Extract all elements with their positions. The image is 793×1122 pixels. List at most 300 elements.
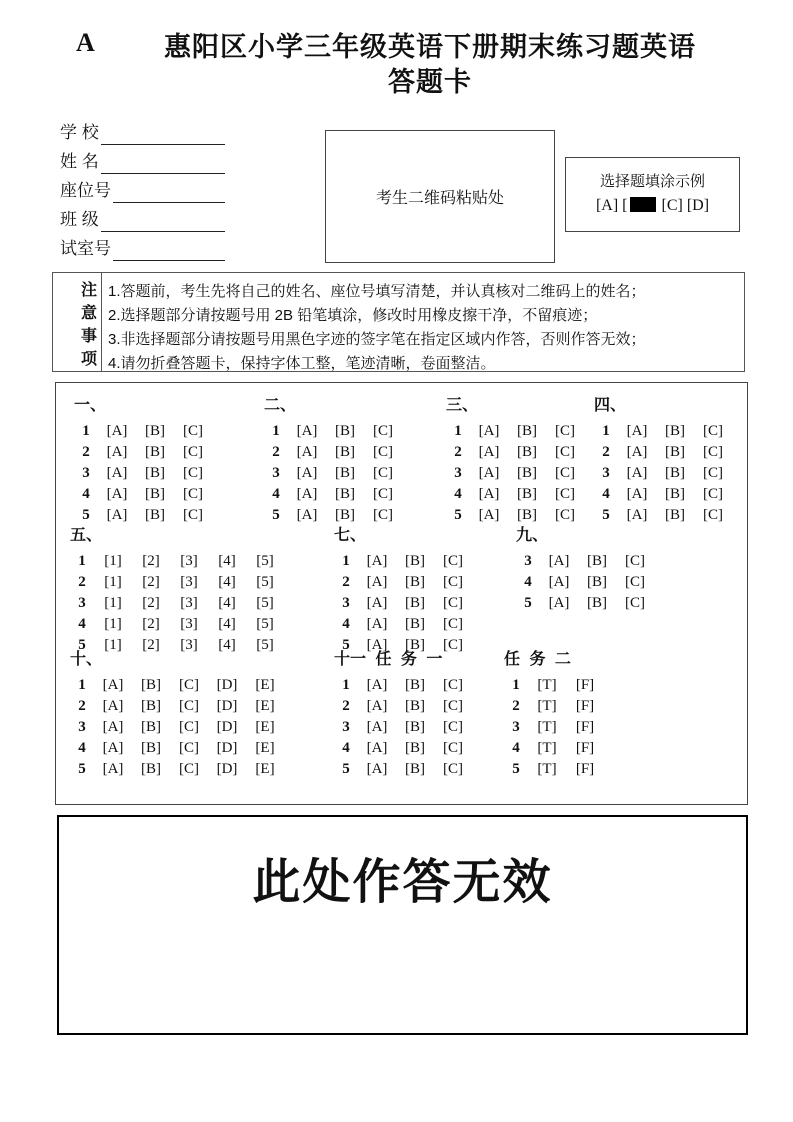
option-bubble-C[interactable]: [C] bbox=[555, 444, 575, 460]
option-bubble-F[interactable]: [F] bbox=[575, 761, 595, 777]
section-header: 二、 bbox=[264, 397, 297, 414]
option-bubble-C[interactable]: [C] bbox=[443, 574, 463, 590]
question-number: 5 bbox=[82, 507, 90, 523]
option-bubble-E[interactable]: [E] bbox=[255, 677, 275, 693]
answer-row bbox=[334, 738, 472, 759]
option-bubble-A[interactable]: [A] bbox=[296, 507, 318, 523]
question-number: 2 bbox=[342, 574, 350, 590]
option-bubble-D[interactable]: [D] bbox=[216, 698, 238, 714]
answer-row bbox=[504, 696, 604, 717]
option-bubble-A[interactable]: [A] bbox=[102, 698, 124, 714]
answer-row bbox=[74, 463, 212, 484]
option-bubble-D[interactable]: [D] bbox=[216, 719, 238, 735]
class-field-line[interactable] bbox=[101, 210, 225, 232]
option-bubble-B[interactable]: [B] bbox=[335, 465, 355, 481]
answer-row bbox=[594, 442, 732, 463]
option-bubble-1[interactable]: [1] bbox=[104, 616, 122, 632]
option-bubble-C[interactable]: [C] bbox=[443, 677, 463, 693]
section-header: 五、 bbox=[70, 527, 103, 544]
question-number: 5 bbox=[602, 507, 610, 523]
invalid-answer-text: 此处作答无效 bbox=[252, 856, 553, 909]
option-bubble-4[interactable]: [4] bbox=[218, 574, 236, 590]
option-bubble-3[interactable]: [3] bbox=[180, 553, 198, 569]
option-bubble-A[interactable]: [A] bbox=[626, 486, 648, 502]
section-header: 九、 bbox=[516, 527, 549, 544]
name-field bbox=[60, 145, 225, 174]
option-bubble-A[interactable]: [A] bbox=[366, 553, 388, 569]
answer-row bbox=[264, 484, 402, 505]
option-bubble-C[interactable]: [C] bbox=[179, 740, 199, 756]
option-bubble-C[interactable]: [C] bbox=[703, 507, 723, 523]
option-bubble-B[interactable]: [B] bbox=[665, 465, 685, 481]
page-title-line2: 答题卡 bbox=[388, 67, 472, 97]
exam-room-field-label: 试室号 bbox=[60, 239, 111, 258]
answer-grid bbox=[55, 382, 748, 805]
option-bubble-D[interactable]: [D] bbox=[216, 677, 238, 693]
option-bubble-A[interactable]: [A] bbox=[626, 507, 648, 523]
option-bubble-A[interactable]: [A] bbox=[296, 444, 318, 460]
option-bubble-T[interactable]: [T] bbox=[537, 761, 557, 777]
question-number: 2 bbox=[454, 444, 462, 460]
answer-row bbox=[334, 675, 472, 696]
option-bubble-B[interactable]: [B] bbox=[405, 574, 425, 590]
option-bubble-2[interactable]: [2] bbox=[142, 574, 160, 590]
option-bubble-C[interactable]: [C] bbox=[183, 465, 203, 481]
option-bubble-F[interactable]: [F] bbox=[575, 677, 595, 693]
invalid-answer-area bbox=[57, 815, 748, 1035]
option-bubble-C[interactable]: [C] bbox=[625, 553, 645, 569]
page-title bbox=[140, 30, 720, 100]
question-number: 2 bbox=[512, 698, 520, 714]
option-bubble-C[interactable]: [C] bbox=[179, 698, 199, 714]
option-bubble-D[interactable]: [D] bbox=[216, 740, 238, 756]
option-bubble-A[interactable]: [A] bbox=[366, 719, 388, 735]
question-number: 5 bbox=[512, 761, 520, 777]
question-number: 1 bbox=[342, 677, 350, 693]
answer-row bbox=[70, 738, 284, 759]
answer-section-7 bbox=[334, 525, 472, 656]
question-number: 4 bbox=[342, 740, 350, 756]
option-bubble-C[interactable]: [C] bbox=[443, 740, 463, 756]
option-bubble-A[interactable]: [A] bbox=[548, 595, 570, 611]
question-number: 3 bbox=[272, 465, 280, 481]
option-bubble-A[interactable]: [A] bbox=[296, 423, 318, 439]
question-number: 5 bbox=[78, 637, 86, 653]
option-bubble-3[interactable]: [3] bbox=[180, 574, 198, 590]
option-bubble-C[interactable]: [C] bbox=[179, 761, 199, 777]
option-bubble-5[interactable]: [5] bbox=[256, 553, 274, 569]
option-bubble-C[interactable]: [C] bbox=[179, 719, 199, 735]
option-bubble-C[interactable]: [C] bbox=[179, 677, 199, 693]
answer-row bbox=[70, 717, 284, 738]
question-number: 3 bbox=[342, 719, 350, 735]
option-bubble-4[interactable]: [4] bbox=[218, 553, 236, 569]
option-bubble-B[interactable]: [B] bbox=[141, 698, 161, 714]
question-number: 3 bbox=[78, 595, 86, 611]
answer-row bbox=[264, 463, 402, 484]
option-bubble-2[interactable]: [2] bbox=[142, 553, 160, 569]
option-bubble-B[interactable]: [B] bbox=[405, 740, 425, 756]
answer-row bbox=[516, 593, 654, 614]
option-bubble-B[interactable]: [B] bbox=[335, 507, 355, 523]
answer-row bbox=[70, 551, 284, 572]
question-number: 5 bbox=[78, 761, 86, 777]
option-bubble-A[interactable]: [A] bbox=[626, 423, 648, 439]
option-bubble-A[interactable]: [A] bbox=[366, 761, 388, 777]
option-bubble-B[interactable]: [B] bbox=[335, 423, 355, 439]
option-bubble-B[interactable]: [B] bbox=[517, 423, 537, 439]
answer-row bbox=[446, 421, 584, 442]
page-title-line1: 惠阳区小学三年级英语下册期末练习题英语 bbox=[164, 32, 696, 62]
question-number: 4 bbox=[82, 486, 90, 502]
option-bubble-A[interactable]: [A] bbox=[366, 698, 388, 714]
option-bubble-A[interactable]: [A] bbox=[106, 486, 128, 502]
qr-code-paste-label: 考生二维码粘贴处 bbox=[375, 190, 504, 207]
answer-section-2 bbox=[264, 395, 402, 526]
option-bubble-C[interactable]: [C] bbox=[555, 423, 575, 439]
option-bubble-2[interactable]: [2] bbox=[142, 595, 160, 611]
answer-row bbox=[446, 442, 584, 463]
option-bubble-A[interactable]: [A] bbox=[366, 740, 388, 756]
option-bubble-B[interactable]: [B] bbox=[587, 595, 607, 611]
option-bubble-B[interactable]: [B] bbox=[405, 595, 425, 611]
option-bubble-A[interactable]: [A] bbox=[478, 486, 500, 502]
school-field-label: 学 校 bbox=[60, 123, 99, 142]
question-number: 1 bbox=[82, 423, 90, 439]
option-bubble-A[interactable]: [A] bbox=[366, 616, 388, 632]
seat-number-field-line[interactable] bbox=[113, 181, 225, 203]
option-bubble-A[interactable]: [A] bbox=[478, 444, 500, 460]
notice-item-1: 1.答题前，考生先将自己的姓名、座位号填写清楚，并认真核对二维码上的姓名； bbox=[108, 283, 646, 300]
option-bubble-B[interactable]: [B] bbox=[145, 486, 165, 502]
option-bubble-A[interactable]: [A] bbox=[366, 595, 388, 611]
option-bubble-C[interactable]: [C] bbox=[373, 423, 393, 439]
question-number: 2 bbox=[82, 444, 90, 460]
answer-row bbox=[594, 421, 732, 442]
notice-items bbox=[102, 273, 744, 371]
option-bubble-A[interactable]: [A] bbox=[626, 465, 648, 481]
school-field-line[interactable] bbox=[101, 123, 225, 145]
answer-row bbox=[504, 738, 604, 759]
question-number: 4 bbox=[78, 740, 86, 756]
fill-example-options bbox=[566, 197, 739, 215]
answer-row bbox=[446, 484, 584, 505]
answer-row bbox=[594, 505, 732, 526]
answer-section-11 bbox=[334, 649, 472, 780]
option-bubble-A[interactable]: [A] bbox=[366, 637, 388, 653]
option-bubble-1[interactable]: [1] bbox=[104, 595, 122, 611]
option-bubble-B[interactable]: [B] bbox=[145, 465, 165, 481]
question-number: 1 bbox=[454, 423, 462, 439]
section-header: 七、 bbox=[334, 527, 367, 544]
option-bubble-B[interactable]: [B] bbox=[405, 637, 425, 653]
option-bubble-F[interactable]: [F] bbox=[575, 719, 595, 735]
option-bubble-5[interactable]: [5] bbox=[256, 637, 274, 653]
option-bubble-F[interactable]: [F] bbox=[575, 698, 595, 714]
option-bubble-A[interactable]: [A] bbox=[106, 465, 128, 481]
question-number: 3 bbox=[454, 465, 462, 481]
section-header: 四、 bbox=[594, 397, 627, 414]
question-number: 5 bbox=[342, 761, 350, 777]
option-bubble-C[interactable]: [C] bbox=[373, 465, 393, 481]
option-bubble-C[interactable]: [C] bbox=[443, 637, 463, 653]
question-number: 4 bbox=[454, 486, 462, 502]
option-bubble-B[interactable]: [B] bbox=[665, 507, 685, 523]
option-bubble-B[interactable]: [B] bbox=[405, 677, 425, 693]
option-bubble-D[interactable]: [D] bbox=[216, 761, 238, 777]
question-number: 5 bbox=[524, 595, 532, 611]
section-header: 十、 bbox=[70, 651, 103, 668]
option-bubble-B[interactable]: [B] bbox=[517, 507, 537, 523]
school-field bbox=[60, 116, 225, 145]
option-bubble-A[interactable]: [A] bbox=[106, 507, 128, 523]
question-number: 1 bbox=[342, 553, 350, 569]
option-bubble-E[interactable]: [E] bbox=[255, 719, 275, 735]
option-bubble-B[interactable]: [B] bbox=[145, 444, 165, 460]
answer-row bbox=[504, 675, 604, 696]
question-number: 1 bbox=[272, 423, 280, 439]
option-bubble-C[interactable]: [C] bbox=[373, 444, 393, 460]
question-number: 3 bbox=[342, 595, 350, 611]
answer-row bbox=[446, 505, 584, 526]
option-bubble-3[interactable]: [3] bbox=[180, 595, 198, 611]
option-bubble-C[interactable]: [C] bbox=[555, 486, 575, 502]
option-bubble-A[interactable]: [A] bbox=[102, 761, 124, 777]
option-bubble-C[interactable]: [C] bbox=[443, 616, 463, 632]
answer-row bbox=[70, 593, 284, 614]
question-number: 1 bbox=[78, 677, 86, 693]
option-bubble-A[interactable]: [A] bbox=[102, 677, 124, 693]
option-bubble-C[interactable]: [C] bbox=[183, 507, 203, 523]
option-bubble-E[interactable]: [E] bbox=[255, 698, 275, 714]
option-bubble-A[interactable]: [A] bbox=[366, 677, 388, 693]
student-info-fields bbox=[60, 116, 225, 261]
option-bubble-C[interactable]: [C] bbox=[183, 444, 203, 460]
option-bubble-A[interactable]: [A] bbox=[548, 553, 570, 569]
option-bubble-C[interactable]: [C] bbox=[373, 507, 393, 523]
option-bubble-A[interactable]: [A] bbox=[102, 719, 124, 735]
notice-char-3: 事 bbox=[80, 328, 97, 345]
option-bubble-E[interactable]: [E] bbox=[255, 740, 275, 756]
answer-section-4 bbox=[594, 395, 732, 526]
option-bubble-A[interactable]: [A] bbox=[296, 486, 318, 502]
answer-row bbox=[74, 421, 212, 442]
option-bubble-B[interactable]: [B] bbox=[665, 444, 685, 460]
option-bubble-4[interactable]: [4] bbox=[218, 616, 236, 632]
notice-item-4: 4.请勿折叠答题卡，保持字体工整，笔迹清晰，卷面整洁。 bbox=[108, 355, 496, 372]
answer-row bbox=[74, 484, 212, 505]
option-bubble-B[interactable]: [B] bbox=[141, 740, 161, 756]
question-number: 2 bbox=[602, 444, 610, 460]
question-number: 1 bbox=[78, 553, 86, 569]
exam-room-field-line[interactable] bbox=[113, 239, 225, 261]
answer-section-1 bbox=[74, 395, 212, 526]
answer-row bbox=[594, 463, 732, 484]
option-bubble-C[interactable]: [C] bbox=[555, 465, 575, 481]
filled-option-example bbox=[630, 197, 656, 212]
question-number: 4 bbox=[272, 486, 280, 502]
option-bubble-A[interactable]: [A] bbox=[478, 507, 500, 523]
option-bubble-5[interactable]: [5] bbox=[256, 574, 274, 590]
option-bubble-C[interactable]: [C] bbox=[443, 553, 463, 569]
option-bubble-B[interactable]: [B] bbox=[517, 444, 537, 460]
option-bubble-B[interactable]: [B] bbox=[517, 465, 537, 481]
notice-item-2: 2.选择题部分请按题号用 2B 铅笔填涂，修改时用橡皮擦干净，不留痕迹； bbox=[108, 307, 598, 324]
answer-section-3 bbox=[446, 395, 584, 526]
option-bubble-B[interactable]: [B] bbox=[145, 423, 165, 439]
option-bubble-B[interactable]: [B] bbox=[141, 677, 161, 693]
question-number: 3 bbox=[524, 553, 532, 569]
option-bubble-B[interactable]: [B] bbox=[141, 761, 161, 777]
fill-example-box bbox=[565, 157, 740, 232]
option-bubble-E[interactable]: [E] bbox=[255, 761, 275, 777]
answer-row bbox=[504, 759, 604, 780]
option-bubble-5[interactable]: [5] bbox=[256, 616, 274, 632]
fill-example-prefix: [A] [ bbox=[595, 197, 628, 214]
option-bubble-C[interactable]: [C] bbox=[625, 595, 645, 611]
question-number: 2 bbox=[78, 574, 86, 590]
answer-row bbox=[334, 717, 472, 738]
option-bubble-C[interactable]: [C] bbox=[703, 465, 723, 481]
option-bubble-B[interactable]: [B] bbox=[587, 553, 607, 569]
option-bubble-B[interactable]: [B] bbox=[405, 553, 425, 569]
question-number: 3 bbox=[512, 719, 520, 735]
option-bubble-T[interactable]: [T] bbox=[537, 740, 557, 756]
option-bubble-B[interactable]: [B] bbox=[665, 486, 685, 502]
seat-number-field-label: 座位号 bbox=[60, 181, 111, 200]
answer-row bbox=[334, 696, 472, 717]
notice-box bbox=[52, 272, 745, 372]
option-bubble-A[interactable]: [A] bbox=[548, 574, 570, 590]
option-bubble-1[interactable]: [1] bbox=[104, 553, 122, 569]
option-bubble-B[interactable]: [B] bbox=[405, 616, 425, 632]
answer-row bbox=[70, 572, 284, 593]
question-number: 5 bbox=[454, 507, 462, 523]
question-number: 4 bbox=[78, 616, 86, 632]
option-bubble-B[interactable]: [B] bbox=[141, 719, 161, 735]
question-number: 2 bbox=[342, 698, 350, 714]
seat-number-field bbox=[60, 174, 225, 203]
option-bubble-B[interactable]: [B] bbox=[335, 444, 355, 460]
name-field-label: 姓 名 bbox=[60, 152, 99, 171]
answer-row bbox=[74, 442, 212, 463]
option-bubble-A[interactable]: [A] bbox=[106, 444, 128, 460]
answer-row bbox=[334, 614, 472, 635]
option-bubble-C[interactable]: [C] bbox=[703, 423, 723, 439]
option-bubble-B[interactable]: [B] bbox=[587, 574, 607, 590]
option-bubble-A[interactable]: [A] bbox=[366, 574, 388, 590]
option-bubble-2[interactable]: [2] bbox=[142, 637, 160, 653]
option-bubble-T[interactable]: [T] bbox=[537, 698, 557, 714]
answer-row bbox=[334, 593, 472, 614]
option-bubble-F[interactable]: [F] bbox=[575, 740, 595, 756]
option-bubble-C[interactable]: [C] bbox=[443, 719, 463, 735]
name-field-line[interactable] bbox=[101, 152, 225, 174]
answer-row bbox=[334, 572, 472, 593]
option-bubble-1[interactable]: [1] bbox=[104, 574, 122, 590]
option-bubble-B[interactable]: [B] bbox=[405, 719, 425, 735]
answer-row bbox=[74, 505, 212, 526]
answer-row bbox=[334, 759, 472, 780]
option-bubble-B[interactable]: [B] bbox=[335, 486, 355, 502]
option-bubble-B[interactable]: [B] bbox=[405, 698, 425, 714]
option-bubble-B[interactable]: [B] bbox=[665, 423, 685, 439]
option-bubble-C[interactable]: [C] bbox=[183, 486, 203, 502]
answer-row bbox=[334, 551, 472, 572]
answer-section-5 bbox=[70, 525, 284, 656]
notice-char-4: 项 bbox=[80, 351, 97, 368]
option-bubble-3[interactable]: [3] bbox=[180, 637, 198, 653]
question-number: 1 bbox=[602, 423, 610, 439]
answer-row bbox=[264, 442, 402, 463]
exam-room-field bbox=[60, 232, 225, 261]
notice-item-3: 3.非选择题部分请按题号用黑色字迹的签字笔在指定区域内作答，否则作答无效； bbox=[108, 331, 646, 348]
answer-section-12 bbox=[504, 649, 604, 780]
option-bubble-3[interactable]: [3] bbox=[180, 616, 198, 632]
option-bubble-C[interactable]: [C] bbox=[183, 423, 203, 439]
fill-example-suffix: [C] [D] bbox=[657, 197, 710, 214]
section-header: 一、 bbox=[74, 397, 107, 414]
answer-row bbox=[70, 614, 284, 635]
option-bubble-C[interactable]: [C] bbox=[555, 507, 575, 523]
option-bubble-A[interactable]: [A] bbox=[478, 423, 500, 439]
option-bubble-B[interactable]: [B] bbox=[517, 486, 537, 502]
option-bubble-4[interactable]: [4] bbox=[218, 637, 236, 653]
section-header: 十一 任 务 一 bbox=[334, 651, 443, 668]
option-bubble-C[interactable]: [C] bbox=[443, 595, 463, 611]
fill-example-title: 选择题填涂示例 bbox=[599, 173, 705, 190]
option-bubble-C[interactable]: [C] bbox=[703, 444, 723, 460]
question-number: 2 bbox=[78, 698, 86, 714]
question-number: 2 bbox=[272, 444, 280, 460]
answer-row bbox=[70, 759, 284, 780]
option-bubble-B[interactable]: [B] bbox=[405, 761, 425, 777]
option-bubble-B[interactable]: [B] bbox=[145, 507, 165, 523]
answer-row bbox=[264, 505, 402, 526]
option-bubble-A[interactable]: [A] bbox=[296, 465, 318, 481]
option-bubble-T[interactable]: [T] bbox=[537, 719, 557, 735]
question-number: 4 bbox=[524, 574, 532, 590]
option-bubble-1[interactable]: [1] bbox=[104, 637, 122, 653]
notice-char-1: 注 bbox=[80, 282, 97, 299]
question-number: 3 bbox=[602, 465, 610, 481]
option-bubble-A[interactable]: [A] bbox=[478, 465, 500, 481]
option-bubble-T[interactable]: [T] bbox=[537, 677, 557, 693]
qr-code-paste-area[interactable] bbox=[325, 130, 555, 263]
option-bubble-2[interactable]: [2] bbox=[142, 616, 160, 632]
option-bubble-C[interactable]: [C] bbox=[625, 574, 645, 590]
option-bubble-A[interactable]: [A] bbox=[106, 423, 128, 439]
option-bubble-C[interactable]: [C] bbox=[443, 698, 463, 714]
notice-vertical-label bbox=[53, 273, 102, 371]
option-bubble-C[interactable]: [C] bbox=[703, 486, 723, 502]
answer-section-9 bbox=[516, 525, 654, 614]
option-bubble-C[interactable]: [C] bbox=[373, 486, 393, 502]
class-field bbox=[60, 203, 225, 232]
option-bubble-4[interactable]: [4] bbox=[218, 595, 236, 611]
option-bubble-A[interactable]: [A] bbox=[626, 444, 648, 460]
answer-row bbox=[70, 675, 284, 696]
option-bubble-C[interactable]: [C] bbox=[443, 761, 463, 777]
question-number: 3 bbox=[82, 465, 90, 481]
option-bubble-A[interactable]: [A] bbox=[102, 740, 124, 756]
option-bubble-5[interactable]: [5] bbox=[256, 595, 274, 611]
form-version-letter: A bbox=[76, 28, 95, 57]
question-number: 5 bbox=[342, 637, 350, 653]
answer-section-10 bbox=[70, 649, 284, 780]
answer-row bbox=[516, 551, 654, 572]
class-field-label: 班 级 bbox=[60, 210, 99, 229]
